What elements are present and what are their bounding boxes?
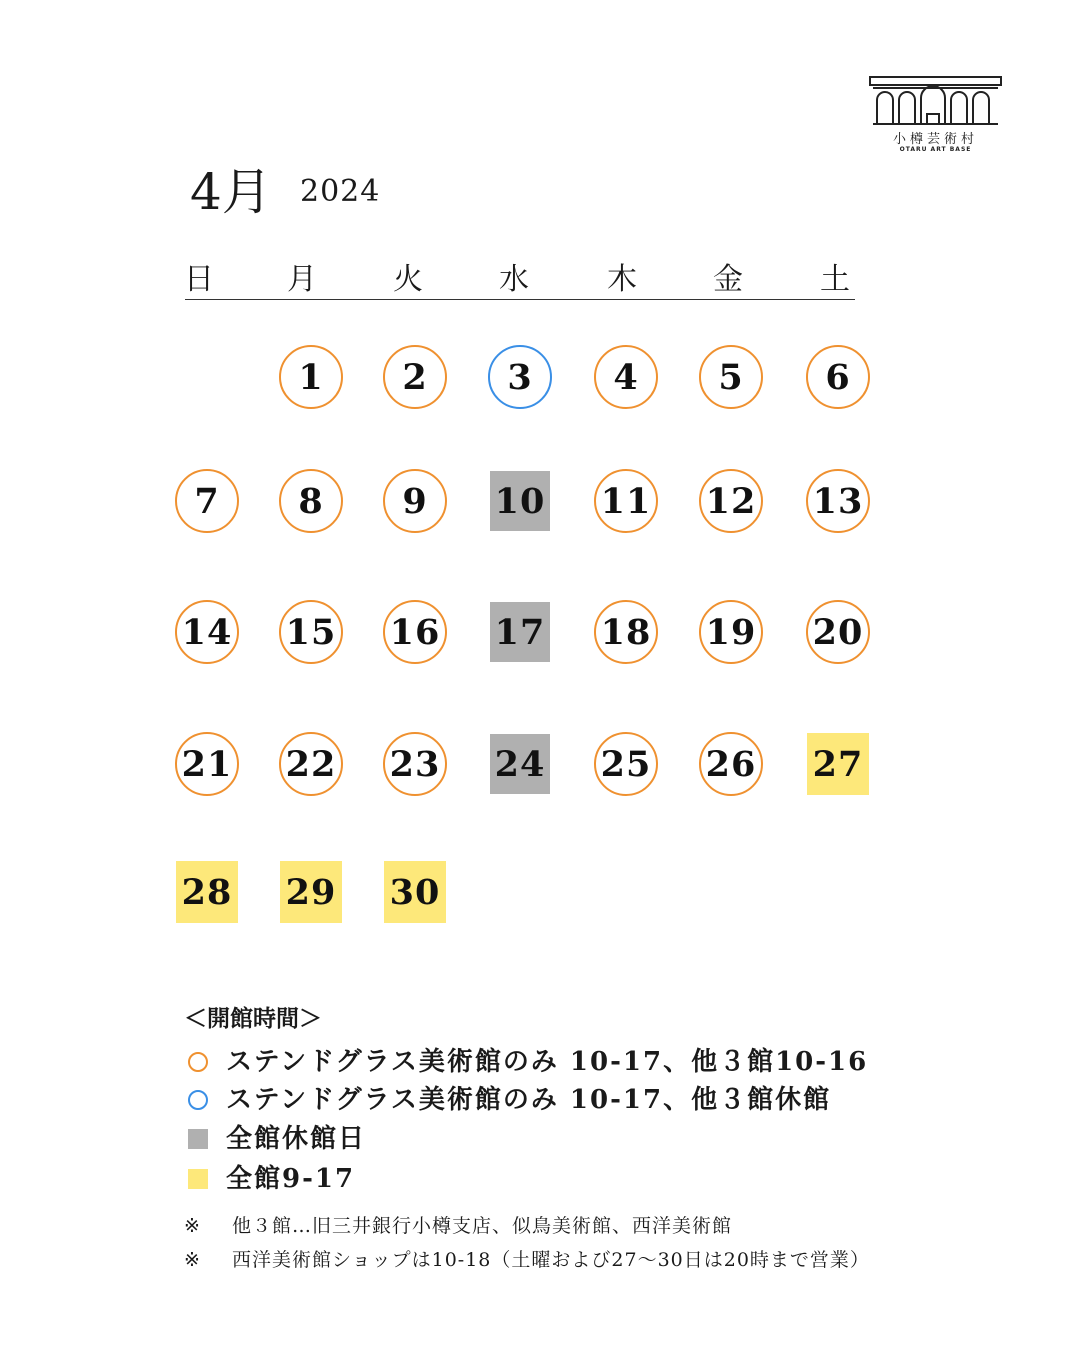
day-number: 26: [705, 743, 757, 785]
day-number: 30: [389, 871, 441, 913]
calendar-day-5: [699, 345, 763, 409]
day-number: 2: [402, 356, 428, 398]
calendar-day-27: [807, 733, 869, 795]
calendar-day-15: [279, 600, 343, 664]
calendar-day-25: [594, 732, 658, 796]
building-icon: [869, 76, 1002, 126]
day-number: 4: [613, 356, 639, 398]
note-1: [184, 1212, 1044, 1242]
calendar-day-20: [806, 600, 870, 664]
calendar-day-11: [594, 469, 658, 533]
weekday-wed: 水: [499, 262, 529, 297]
calendar-day-30: [384, 861, 446, 923]
calendar-day-21: [175, 732, 239, 796]
legend-item-text: 全館休館日: [226, 1124, 367, 1154]
day-number: 15: [285, 611, 337, 653]
blue-circle-icon: [188, 1090, 208, 1110]
calendar-day-28: [176, 861, 238, 923]
legend-item-gray: [184, 1121, 1044, 1155]
legend-item-yellow: [184, 1161, 1044, 1195]
logo-name-en: OTARU ART BASE: [899, 146, 972, 153]
day-number: 29: [285, 871, 337, 913]
logo-name-jp: 小樽芸術村: [892, 132, 978, 147]
day-number: 23: [389, 743, 441, 785]
calendar-day-29: [280, 861, 342, 923]
legend-heading: ＜開館時間＞: [184, 1005, 322, 1032]
weekday-thu: 木: [607, 262, 637, 297]
weekday-fri: 金: [713, 262, 743, 297]
day-number: 27: [812, 743, 864, 785]
calendar-day-22: [279, 732, 343, 796]
day-number: 11: [600, 480, 652, 522]
weekday-sun: 日: [184, 262, 214, 297]
day-number: 1: [298, 356, 324, 398]
legend-item-text: 全館9-17: [226, 1164, 356, 1194]
note-text: 他３館…旧三井銀行小樽支店、似鳥美術館、西洋美術館: [232, 1215, 733, 1237]
gray-square-icon: [188, 1129, 208, 1149]
calendar-day-3: [488, 345, 552, 409]
day-number: 21: [181, 743, 233, 785]
day-number: 18: [600, 611, 652, 653]
day-number: 24: [494, 743, 546, 785]
calendar-day-4: [594, 345, 658, 409]
weekday-header: [185, 262, 855, 300]
legend-item-text: ステンドグラス美術館のみ 10-17、他３館10-16: [226, 1047, 869, 1077]
calendar-day-2: [383, 345, 447, 409]
orange-circle-icon: [188, 1052, 208, 1072]
day-number: 12: [705, 480, 757, 522]
day-number: 25: [600, 743, 652, 785]
day-number: 20: [812, 611, 864, 653]
day-number: 19: [705, 611, 757, 653]
weekday-mon: 月: [287, 262, 317, 297]
day-number: 8: [298, 480, 324, 522]
calendar-day-16: [383, 600, 447, 664]
day-number: 14: [181, 611, 233, 653]
calendar-day-19: [699, 600, 763, 664]
calendar-day-9: [383, 469, 447, 533]
calendar-day-17: [490, 602, 550, 662]
calendar-day-13: [806, 469, 870, 533]
legend-item-blue: [184, 1082, 1044, 1116]
otaru-art-base-logo: [869, 76, 1002, 160]
day-number: 10: [494, 480, 546, 522]
day-number: 17: [494, 611, 546, 653]
note-mark: ※: [184, 1249, 200, 1271]
weekday-sat: 土: [820, 262, 850, 297]
title-month: 4月: [190, 163, 272, 221]
note-text: 西洋美術館ショップは10-18（土曜および27〜30日は20時まで営業）: [232, 1249, 870, 1271]
calendar-day-18: [594, 600, 658, 664]
day-number: 13: [812, 480, 864, 522]
day-number: 9: [402, 480, 428, 522]
calendar-day-1: [279, 345, 343, 409]
calendar-day-23: [383, 732, 447, 796]
day-number: 5: [718, 356, 744, 398]
calendar-day-12: [699, 469, 763, 533]
title-year: 2024: [300, 174, 381, 209]
day-number: 3: [507, 356, 533, 398]
weekday-tue: 火: [393, 262, 423, 297]
calendar-day-26: [699, 732, 763, 796]
day-number: 6: [825, 356, 851, 398]
day-number: 22: [285, 743, 337, 785]
calendar-day-6: [806, 345, 870, 409]
calendar-day-7: [175, 469, 239, 533]
calendar-day-24: [490, 734, 550, 794]
day-number: 28: [181, 871, 233, 913]
calendar-day-14: [175, 600, 239, 664]
legend-item-text: ステンドグラス美術館のみ 10-17、他３館休館: [226, 1085, 832, 1115]
day-number: 16: [389, 611, 441, 653]
yellow-square-icon: [188, 1169, 208, 1189]
note-2: [184, 1246, 1044, 1276]
legend-item-orange: [184, 1044, 1044, 1078]
day-number: 7: [194, 480, 220, 522]
calendar-day-10: [490, 471, 550, 531]
note-mark: ※: [184, 1215, 200, 1237]
calendar-day-8: [279, 469, 343, 533]
